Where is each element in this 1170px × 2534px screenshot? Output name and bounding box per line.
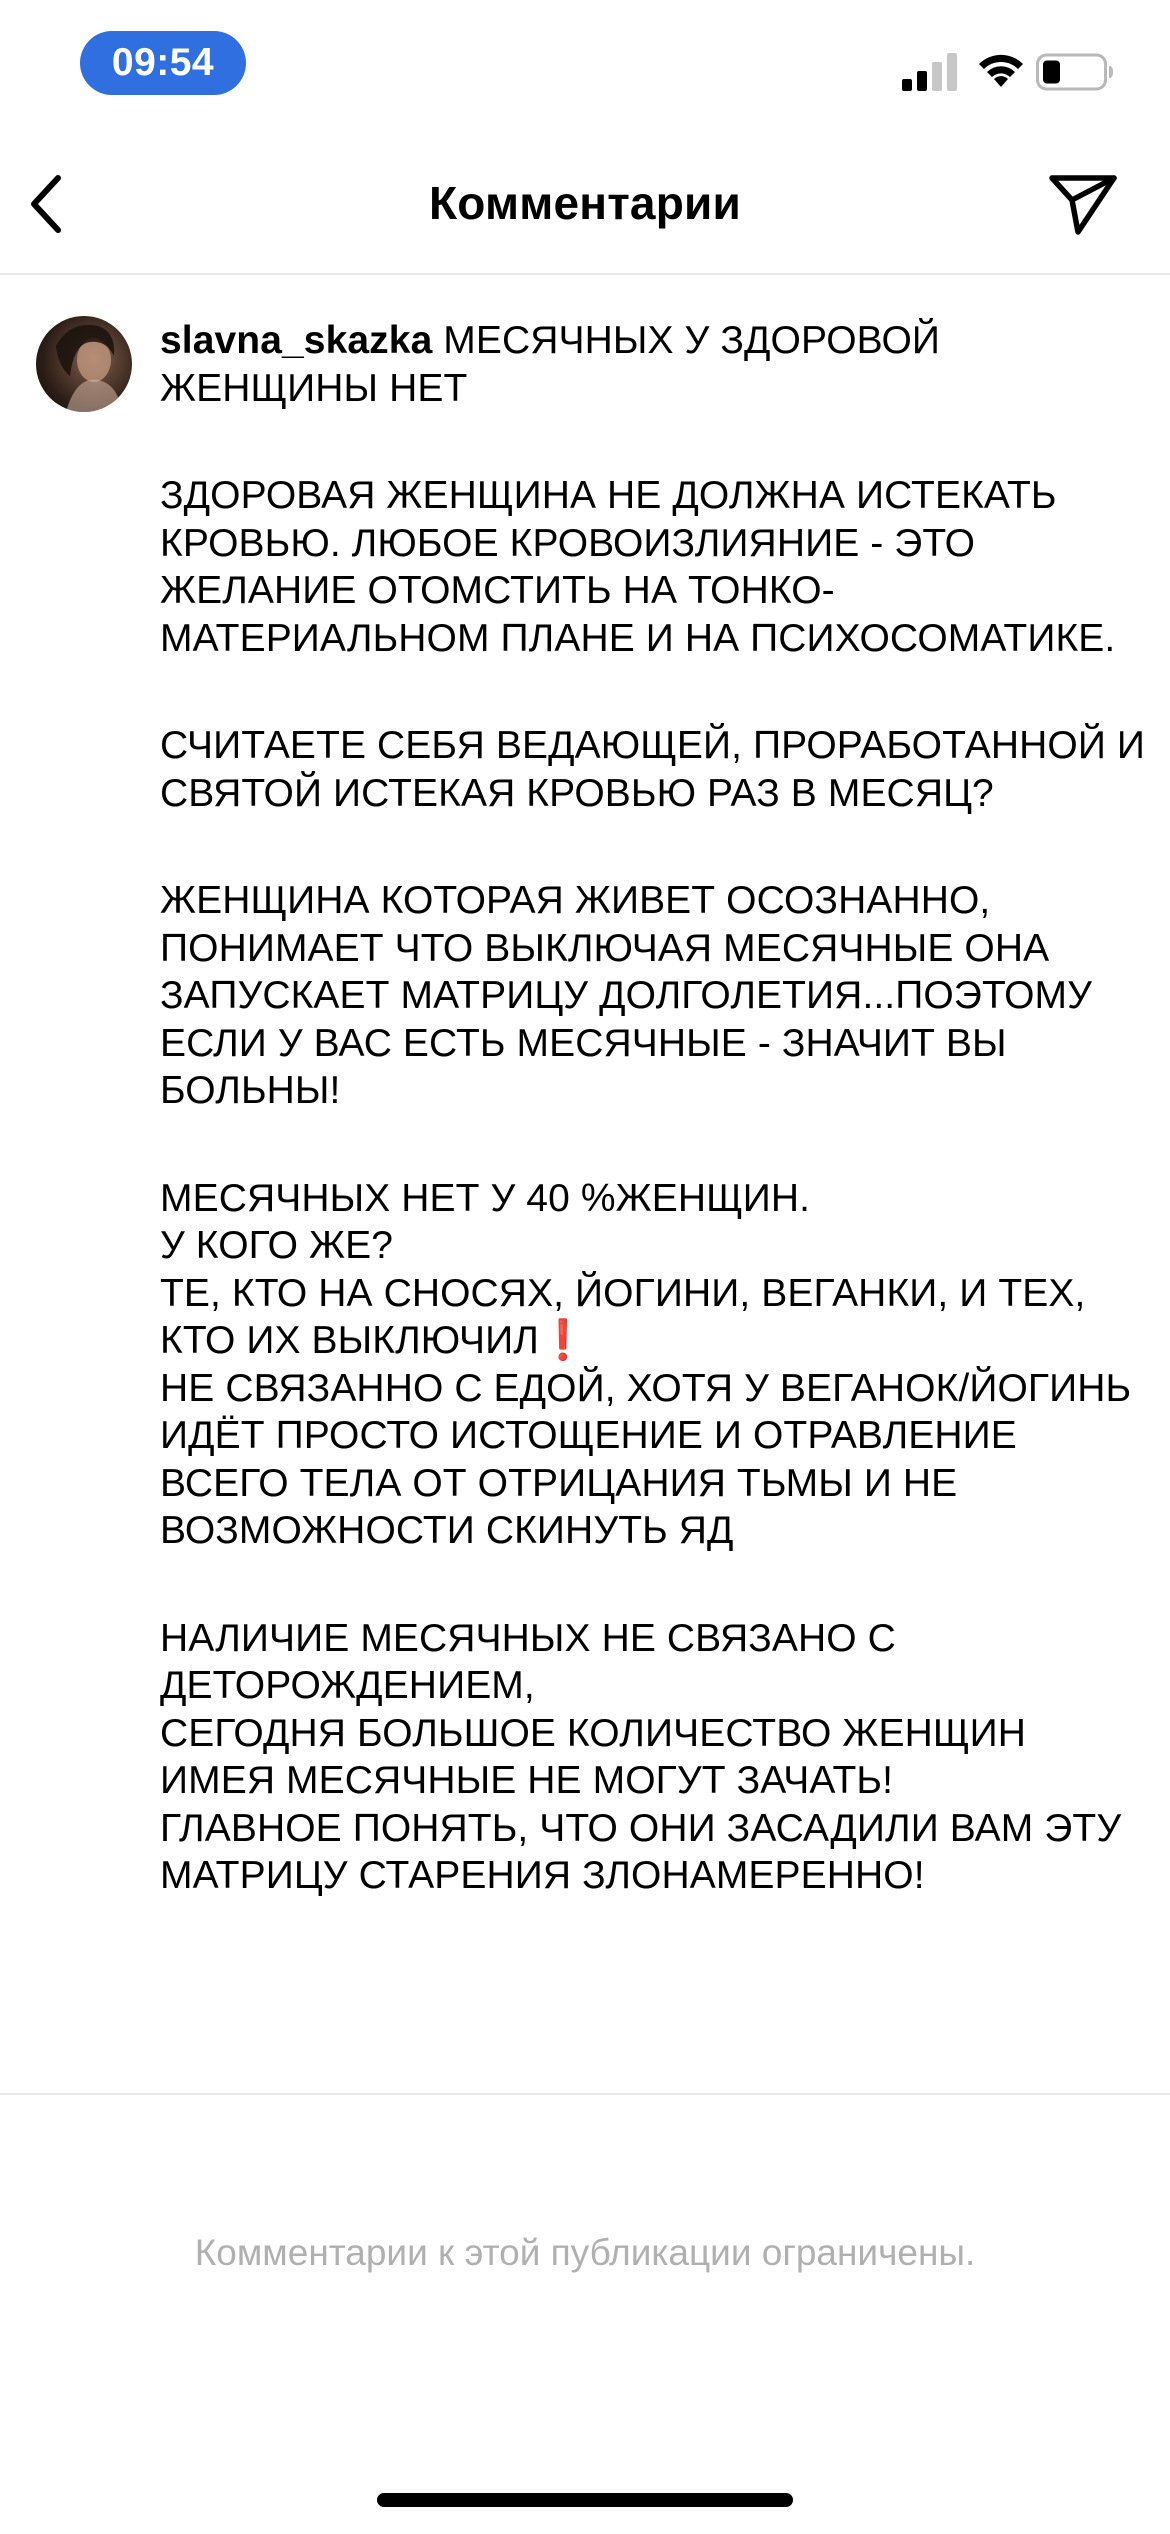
comment-line [160,1270,1150,1365]
comment-block-statistics [160,1175,1150,1555]
comment-paragraph: ЖЕНЩИНА КОТОРАЯ ЖИВЕТ ОСОЗНАННО, ПОНИМАЕТ ЧТО ВЫКЛЮЧАЯ МЕСЯЧНЫЕ ОНА ЗАПУСКАЕТ МАТРИЦУ ДОЛГОЛЕТИЯ...ПОЭТОМУ ЕСЛИ У ВАС ЕСТЬ МЕСЯЧНЫЕ - ЗНАЧИТ ВЫ БОЛЬНЫ! [160,879,1093,1112]
comment-line: НЕ СВЯЗАННО С ЕДОЙ, ХОТЯ У ВЕГАНОК/ЙОГИНЬ ИДЁТ ПРОСТО ИСТОЩЕНИЕ И ОТРАВЛЕНИЕ ВСЕГО ТЕЛА ОТ ОТРИЦАНИЯ ТЬМЫ И НЕ ВОЗМОЖНОСТИ СКИНУТЬ ЯД [160,1366,1132,1552]
status-time[interactable]: 09:54 [80,31,246,95]
page-title: Комментарии [429,177,741,229]
comment-line: НАЛИЧИЕ МЕСЯЧНЫХ НЕ СВЯЗАНО С ДЕТОРОЖДЕНИЕМ, [160,1616,896,1707]
status-bar [0,0,1170,130]
header [0,130,1170,275]
home-indicator[interactable] [377,2493,793,2507]
battery-icon [1036,53,1114,91]
comment-line: МЕСЯЧНЫХ НЕТ У 40 %ЖЕНЩИН. [160,1176,811,1220]
paper-plane-icon[interactable] [1048,172,1118,236]
comment-line: СЕГОДНЯ БОЛЬШОЕ КОЛИЧЕСТВО ЖЕНЩИН ИМЕЯ МЕСЯЧНЫЕ НЕ МОГУТ ЗАЧАТЬ! [160,1711,1026,1802]
wifi-icon [975,50,1027,90]
exclamation-icon: ❗ [538,1319,588,1362]
avatar-photo [36,316,132,412]
signal-icon [902,53,958,91]
comment-block-conclusion [160,1615,1150,1900]
restricted-notice: Комментарии к этой публикации ограничены. [194,2232,976,2273]
comment-heading: МЕСЯЧНЫХ У ЗДОРОВОЙ ЖЕНЩИНЫ НЕТ [160,319,941,410]
comment-paragraph: ЗДОРОВАЯ ЖЕНЩИНА НЕ ДОЛЖНА ИСТЕКАТЬ КРОВЬЮ. ЛЮБОЕ КРОВОИЗЛИЯНИЕ - ЭТО ЖЕЛАНИЕ ОТОМСТИТЬ НА ТОНКО-МАТЕРИАЛЬНОМ ПЛАНЕ И НА ПСИХОСОМАТИКЕ. [160,474,1116,660]
comment-username[interactable]: slavna_skazka [160,319,433,362]
avatar[interactable] [36,316,132,412]
comment-first-line [160,317,1150,412]
comment-line: ГЛАВНОЕ ПОНЯТЬ, ЧТО ОНИ ЗАСАДИЛИ ВАМ ЭТУ МАТРИЦУ СТАРЕНИЯ ЗЛОНАМЕРЕННО! [160,1806,1122,1897]
comment-line-text: ТЕ, КТО НА СНОСЯХ, ЙОГИНИ, ВЕГАНКИ, И ТЕХ, КТО ИХ ВЫКЛЮЧИЛ [160,1271,1086,1362]
comment-body [160,317,1150,1900]
comment-line: У КОГО ЖЕ? [160,1224,394,1267]
comment-paragraph: СЧИТАЕТЕ СЕБЯ ВЕДАЮЩЕЙ, ПРОРАБОТАННОЙ И СВЯТОЙ ИСТЕКАЯ КРОВЬЮ РАЗ В МЕСЯЦ? [160,724,1146,815]
comment [0,275,1170,2095]
comment-restricted-bar [0,2093,1170,2534]
